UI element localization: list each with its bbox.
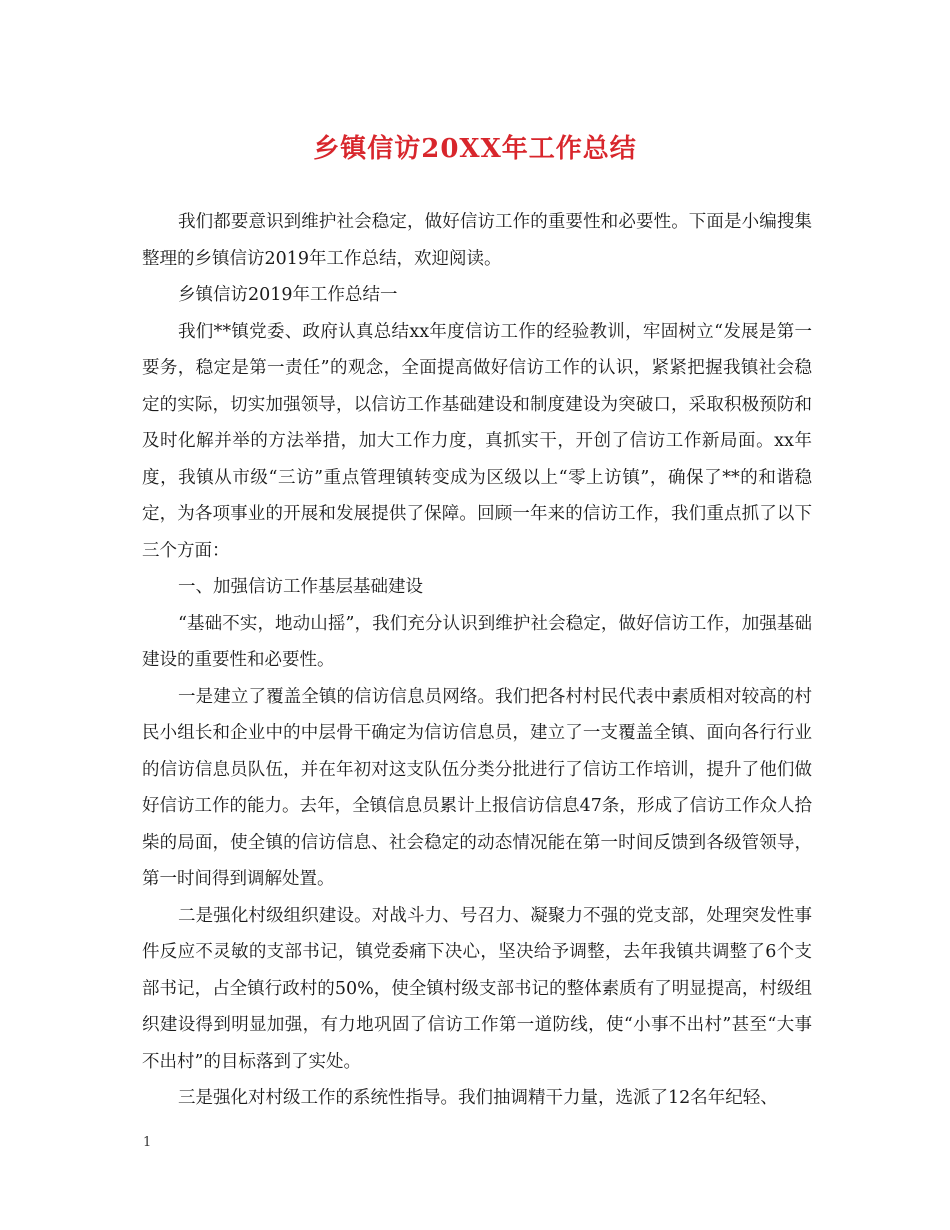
section-heading-grassroots: 一、加强信访工作基层基础建设 [178, 577, 423, 597]
intro-paragraph: 我们都要意识到维护社会稳定，做好信访工作的重要性和必要性。下面是小编搜集整理的乡镇信访2019年工作总结，欢迎阅读。 [142, 212, 812, 269]
informant-network-paragraph: 一是建立了覆盖全镇的信访信息员网络。我们把各村村民代表中素质相对较高的村民小组长和企业中的中层骨干确定为信访信息员，建立了一支覆盖全镇、面向各行行业的信访信息员队伍，并在年初对这支队伍分类分批进行了信访工作培训，提升了他们做好信访工作的能力。去年，全镇信息员累计上报信访信息47条，形成了信访工作众人拾柴的局面，使全镇的信访信息、社会稳定的动态情况能在第一时间反馈到各级管领导，第一时间得到调解处置。 [142, 686, 812, 889]
village-organization-paragraph: 二是强化村级组织建设。对战斗力、号召力、凝聚力不强的党支部，处理突发性事件反应不灵敏的支部书记，镇党委痛下决心，坚决给予调整，去年我镇共调整了6个支部书记，占全镇行政村的50%，使全镇村级支部书记的整体素质有了明显提高，村级组织建设得到明显加强，有力地巩固了信访工作第一道防线，使“小事不出村”甚至“大事不出村”的目标落到了实处。 [142, 905, 812, 1072]
section-heading-summary-one: 乡镇信访2019年工作总结一 [178, 285, 398, 305]
foundation-paragraph: “基础不实，地动山摇”，我们充分认识到维护社会稳定，做好信访工作，加强基础建设的重要性和必要性。 [142, 613, 812, 670]
document-body [142, 204, 812, 1117]
overview-paragraph: 我们**镇党委、政府认真总结xx年度信访工作的经验教训，牢固树立“发展是第一要务，稳定是第一责任”的观念，全面提高做好信访工作的认识，紧紧把握我镇社会稳定的实际，切实加强领导，以信访工作基础建设和制度建设为突破口，采取积极预防和及时化解并举的方法举措，加大工作力度，真抓实干，开创了信访工作新局面。xx年度，我镇从市级“三访”重点管理镇转变成为区级以上“零上访镇”，确保了**的和谐稳定，为各项事业的开展和发展提供了保障。回顾一年来的信访工作，我们重点抓了以下三个方面： [142, 321, 812, 561]
page-number: 1 [143, 1135, 152, 1150]
guidance-paragraph: 三是强化对村级工作的系统性指导。我们抽调精干力量，选派了12名年纪轻、 [178, 1088, 778, 1108]
document-title: 乡镇信访20XX年工作总结 [313, 134, 637, 164]
